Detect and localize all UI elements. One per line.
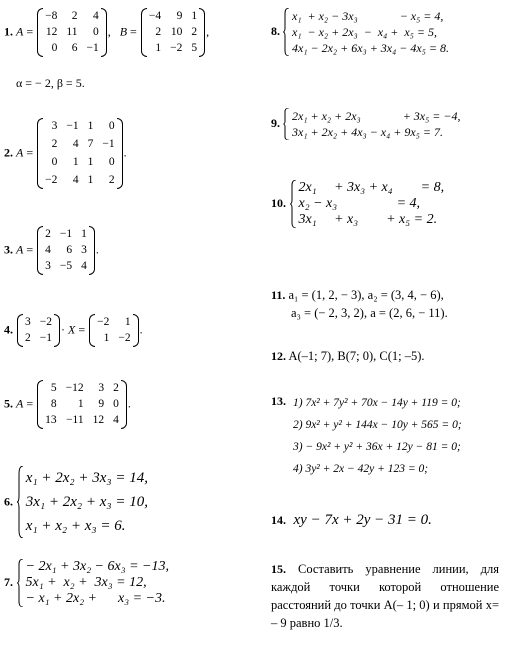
- equation: 3x₁ + 2x₂ + 4x₃ − x₄ + 9x₅ = 7.: [292, 125, 443, 139]
- curve-equation: 3) − 9x² + y² + 36x + 12y − 81 = 0;: [293, 441, 461, 453]
- problem-number: 11.: [271, 288, 286, 302]
- problem-4: 4. 3 −2 2 −1 · X = −2 1 1 −2 .: [4, 314, 143, 347]
- problem-number: 15.: [271, 562, 286, 576]
- problem-number: 13.: [271, 394, 286, 408]
- matrix-cell: 4: [72, 174, 79, 186]
- matrix-cell: 1: [72, 156, 79, 168]
- equation-system: [17, 466, 148, 538]
- matrix-cell: 4: [81, 260, 87, 272]
- matrix-label: A: [16, 145, 24, 160]
- equation: xy − 7x + 2y − 31 = 0.: [293, 512, 432, 528]
- matrix-cell: −1: [39, 332, 52, 344]
- matrix-cell: 2: [113, 382, 119, 394]
- matrix-cell: 10: [170, 26, 183, 38]
- curve-equation: 4) 3y² + 2x − 42y + 123 = 0;: [293, 463, 429, 475]
- problem-text: Составить уравнение линии, для каждой точки которой отношение расстояний до точки A(– 1; 0) и прямой x= – 9 равно 1/3.: [271, 562, 499, 630]
- vectors-line-1: a₁ = (1, 2, − 3), a₂ = (3, 4, − 6),: [288, 288, 444, 302]
- matrix-cell: 3: [98, 382, 105, 394]
- equation: x₁ + 2x₂ + 3x₃ = 14,: [25, 470, 148, 486]
- matrix-cell: 1: [124, 316, 131, 328]
- matrix: [37, 380, 127, 429]
- matrix-cell: 2: [191, 26, 198, 38]
- matrix-cell: 1: [103, 332, 110, 344]
- problem-number: 14.: [271, 513, 286, 527]
- problem-5: 5. A = 5 −12 3 2 8 1 9 0 13 −11 12 4 .: [4, 380, 131, 429]
- equation: − x₁ + 2x₂ + x₃ = −3.: [25, 591, 166, 606]
- matrix-label: A: [16, 242, 24, 257]
- matrix-cell: 3: [81, 244, 87, 256]
- matrix-cell: −2: [39, 316, 52, 328]
- matrix-cell: 1: [81, 228, 87, 240]
- problem-9: [271, 108, 460, 140]
- matrix-cell: 2: [51, 138, 58, 150]
- problem-8: [271, 8, 449, 56]
- matrix-cell: 5: [191, 42, 198, 54]
- matrix-cell: 4: [113, 414, 119, 426]
- equation: 5x₁ + x₂ + 3x₃ = 12,: [25, 575, 147, 590]
- problem-number: 2.: [4, 145, 13, 160]
- brace: [283, 108, 289, 140]
- matrix-cell: 1: [77, 398, 84, 410]
- matrix-cell: −12: [65, 382, 84, 394]
- matrix-cell: −4: [148, 10, 162, 22]
- matrix-cell: 3: [51, 120, 58, 132]
- problem-number: 12.: [271, 349, 286, 363]
- equation-system: [283, 8, 449, 56]
- equation: 2x₁ + 3x₃ + x₄ = 8,: [298, 180, 445, 195]
- matrix-cell: 9: [176, 10, 183, 22]
- matrix-cell: 8: [50, 398, 57, 410]
- problem-number: 8.: [271, 23, 280, 38]
- problem-number: 1.: [4, 24, 13, 39]
- equation: x₂ − x₃ = 4,: [298, 196, 421, 211]
- problem-number: 9.: [271, 115, 280, 130]
- curve-equation: 1) 7x² + 7y² + 70x − 14y + 119 = 0;: [293, 397, 461, 409]
- curve-equation: 2) 9x² + y² + 144x − 10y + 565 = 0;: [293, 419, 462, 431]
- brace: [17, 466, 23, 538]
- matrix-cell: 1: [87, 120, 94, 132]
- problem-1: 1. A = −8 2 4 12 11 0 0 6 −1 , B = −4 9 1 2 10 2 1 −2 5 ,: [4, 8, 209, 57]
- equation: − 2x₁ + 3x₂ − 6x₃ = −13,: [25, 559, 169, 574]
- matrix: [37, 226, 95, 275]
- equation: x₁ + x₂ + x₃ = 6.: [25, 518, 126, 534]
- matrix-a: [37, 8, 107, 57]
- matrix-left: [17, 314, 60, 347]
- problem-1-params: α = − 2, β = 5.: [16, 76, 85, 90]
- equation-system: [17, 559, 169, 607]
- matrix-cell: 12: [45, 26, 58, 38]
- matrix-cell: 6: [66, 244, 73, 256]
- problem-number: 7.: [4, 575, 13, 590]
- matrix-cell: 2: [108, 174, 115, 186]
- problem-7: [4, 559, 169, 607]
- matrix: [37, 118, 123, 189]
- problem-15: [271, 560, 499, 632]
- matrix-cell: 2: [155, 26, 162, 38]
- matrix-cell: 1: [155, 42, 162, 54]
- equation-system: [290, 180, 445, 228]
- problem-number: 4.: [4, 322, 13, 337]
- points: A(–1; 7), B(7; 0), C(1; –5).: [288, 349, 425, 363]
- brace: [283, 8, 289, 56]
- matrix-cell: −2: [97, 316, 110, 328]
- matrix-cell: 1: [87, 156, 94, 168]
- matrix-cell: −1: [66, 120, 79, 132]
- matrix-cell: 0: [51, 156, 58, 168]
- brace: [290, 180, 296, 228]
- matrix-cell: 3: [45, 260, 51, 272]
- problem-11: [271, 286, 448, 322]
- matrix-cell: 13: [45, 414, 57, 426]
- matrix-cell: 12: [92, 414, 105, 426]
- problem-number: 3.: [4, 242, 13, 257]
- matrix-x-label: X: [68, 322, 76, 337]
- equation: x₁ + x₂ − 3x₃ − x₅ = 4,: [292, 9, 444, 23]
- matrix-cell: −2: [118, 332, 131, 344]
- problem-6: [4, 466, 148, 538]
- problem-number: 6.: [4, 494, 13, 509]
- matrix-cell: 2: [25, 332, 31, 344]
- matrix-cell: 7: [87, 138, 94, 150]
- matrix-cell: 2: [45, 228, 51, 240]
- matrix-cell: 1: [191, 10, 198, 22]
- problem-10: [271, 180, 444, 228]
- matrix-cell: −1: [102, 138, 115, 150]
- equation: 4x₁ − 2x₂ + 6x₃ + 3x₄ − 4x₅ = 8.: [292, 41, 449, 55]
- matrix-cell: 2: [71, 10, 78, 22]
- problem-number: 10.: [271, 196, 286, 211]
- matrix-cell: 11: [66, 26, 78, 38]
- matrix-cell: 0: [51, 42, 58, 54]
- equation: 3x₁ + x₃ + x₅ = 2.: [298, 212, 438, 227]
- matrix-label: A: [16, 396, 24, 411]
- matrix-cell: −1: [86, 42, 99, 54]
- matrix-cell: 0: [108, 120, 115, 132]
- problem-13: [271, 394, 462, 475]
- matrix-cell: −11: [66, 414, 84, 426]
- matrix-b: [141, 8, 205, 57]
- matrix-cell: 5: [50, 382, 57, 394]
- matrix-right: [89, 314, 139, 347]
- matrix-cell: 6: [71, 42, 78, 54]
- problem-2: 2. A = 3 −1 1 0 2 4 7 −1 0 1 1 0 −2 4 1 2 .: [4, 118, 127, 189]
- matrix-cell: 4: [92, 10, 99, 22]
- matrix-cell: 9: [98, 398, 105, 410]
- equation: 2x₁ + x₂ + 2x₃ + 3x₅ = −4,: [292, 109, 461, 123]
- matrix-a-label: A: [16, 24, 24, 39]
- matrix-cell: 0: [92, 26, 99, 38]
- problem-14: [271, 513, 432, 528]
- matrix-cell: −2: [45, 174, 58, 186]
- matrix-cell: 1: [87, 174, 94, 186]
- matrix-cell: 0: [108, 156, 115, 168]
- equation-system: [283, 108, 460, 140]
- matrix-cell: 4: [45, 244, 51, 256]
- matrix-cell: −5: [59, 260, 73, 272]
- problem-number: 5.: [4, 396, 13, 411]
- equation: x₁ − x₂ + 2x₃ − x₄ + x₅ = 5,: [292, 25, 437, 39]
- problem-3: 3. A = 2 −1 1 4 6 3 3 −5 4 .: [4, 226, 99, 275]
- matrix-cell: 0: [113, 398, 119, 410]
- equation: 3x₁ + 2x₂ + x₃ = 10,: [25, 494, 148, 510]
- matrix-cell: −8: [45, 10, 58, 22]
- problem-12: [271, 349, 425, 363]
- matrix-cell: 4: [72, 138, 79, 150]
- matrix-cell: −1: [59, 228, 73, 240]
- vectors-line-2: a₃ = (− 2, 3, 2), a = (2, 6, − 11).: [291, 306, 448, 320]
- matrix-b-label: B: [119, 24, 128, 39]
- matrix-cell: −2: [170, 42, 183, 54]
- matrix-cell: 3: [25, 316, 31, 328]
- brace: [17, 559, 23, 607]
